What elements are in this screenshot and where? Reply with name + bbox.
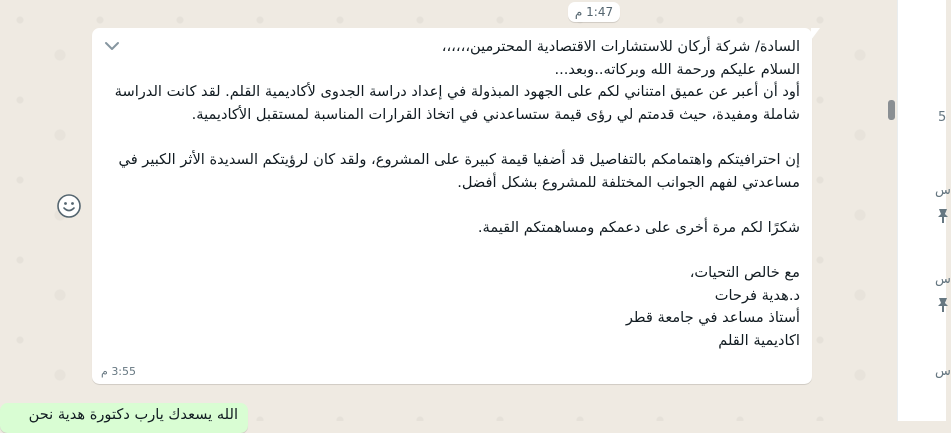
message-text: السادة/ شركة أركان للاستشارات الاقتصادية المحترمين،،،،،، السلام عليكم ورحمة الله وبركاته..وبعد... أود أن أعبر عن عميق امتناني لكم على الجهود المبذولة في إعداد دراسة الجدوى لأكاديمية القلم. لقد كانت الدراسة شاملة ومفيدة، حيث قدمتم لي رؤى قيمة ستساعدني في اتخاذ القرارات المناسبة لمستقبل الأكاديمية. إن احترافيتكم واهتمامكم بالتفاصيل قد أضفيا قيمة كبيرة على المشروع، ولقد كان لرؤيتكم السديدة الأثر الكبير في مساعدتي لفهم الجوانب المختلفة للمشروع بشكل أفضل. شكرًا لكم مرة أخرى على دعمكم ومساهمتكم القيمة. مع خالص التحيات، د.هدية فرحات أستاذ مساعد في جامعة قطر اكاديمية القلم bbox=[114, 38, 800, 349]
right-side-panel bbox=[897, 0, 951, 421]
emoji-reaction-icon[interactable] bbox=[56, 193, 82, 219]
outgoing-message-bubble[interactable] bbox=[0, 403, 248, 433]
panel-item-label-1: 5 bbox=[938, 110, 947, 125]
bubble-tail bbox=[811, 28, 820, 40]
outgoing-message-text: الله يسعدك يارب دكتورة هدية نحن bbox=[28, 406, 238, 423]
incoming-message-bubble[interactable] bbox=[92, 28, 812, 384]
panel-item-label-4: س bbox=[935, 364, 951, 379]
chat-scrollbar-thumb[interactable] bbox=[888, 100, 895, 120]
panel-item-label-2: س bbox=[935, 183, 951, 198]
date-timestamp-pill: 1:47 م bbox=[568, 2, 620, 22]
panel-item-label-3: س bbox=[935, 272, 951, 287]
pin-icon bbox=[936, 297, 950, 313]
pin-icon bbox=[936, 208, 950, 224]
message-time: 3:55 م bbox=[101, 365, 137, 378]
